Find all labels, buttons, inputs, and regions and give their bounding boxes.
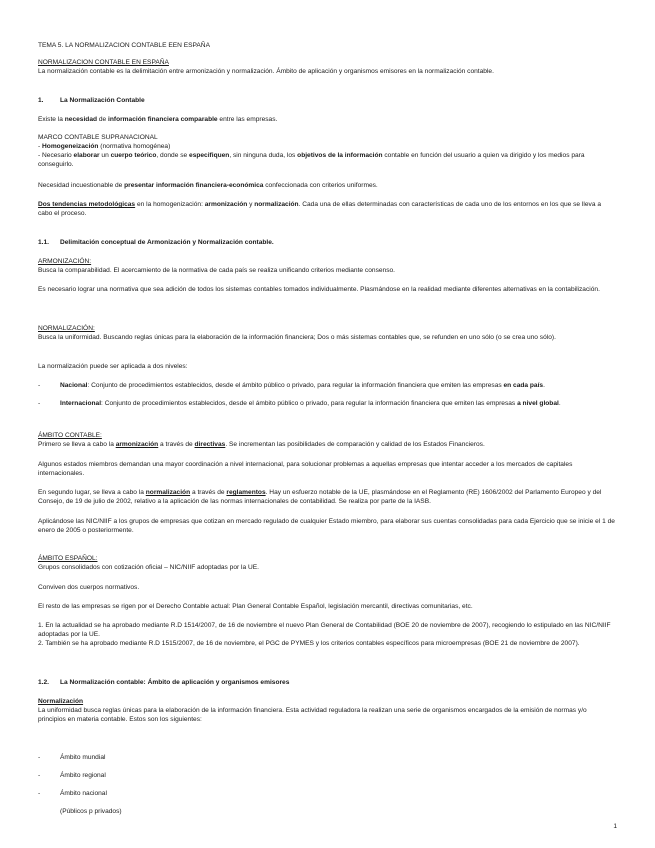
section-1-title: La Normalización Contable: [60, 97, 145, 104]
normalizacion-heading: NORMALIZACIÓN:: [38, 325, 95, 332]
list-note: (Públicos p privados): [60, 808, 122, 815]
list-item: - Nacional: Conjunto de procedimientos establecidos, desde el ámbito público o privado, para regular la información financiera que emiten las empresas en cada país.: [38, 382, 545, 389]
ambito-espanol-heading: ÁMBITO ESPAÑOL:: [38, 555, 98, 562]
ambito-espanol-paragraph-3: El resto de las empresas se rigen por el Derecho Contable actual: Plan General Contable Español, legislación mercantil, directivas comunitarias, etc.: [38, 603, 473, 610]
section-1-2-heading: [38, 678, 616, 687]
marco-heading: MARCO CONTABLE SUPRANACIONAL: [38, 134, 158, 141]
list-item: - Ámbito nacional: [38, 790, 107, 797]
ambito-espanol-paragraph-4: 1. En la actualidad se ha aprobado mediante R.D 1514/2007, de 16 de noviembre el nuevo Plan General de Contabilidad (BOE 20 de noviembre de 2007), recogiendo lo estipulado en las NIC/NIIF adoptadas por la UE.: [38, 622, 611, 638]
armonizacion-heading: ARMONIZACIÓN:: [38, 258, 92, 265]
marco-paragraph-3: Dos tendencias metodológicas en la homogenización: armonización y normalización. Cada una de ellas determinadas con características de cada uno de los entornos en los que se lleva a cabo el proceso.: [38, 201, 601, 217]
ambito-contable-paragraph-4: Aplicándose las NIC/NIIF a los grupos de empresas que cotizan en mercado regulado de cualquier Estado miembro, para elaborar sus cuentas consolidadas para cada Ejercicio que se inicie el 1 de enero de 2005 o posteriormente.: [38, 518, 615, 534]
marco-line-1: - Homogeneización (normativa homogénea): [38, 143, 171, 150]
section-1-number: 1.: [38, 97, 44, 104]
armonizacion-paragraph-1: Busca la comparabilidad. El acercamiento de la normativa de cada país se realiza unificando criterios mediante consenso.: [38, 267, 395, 274]
ambito-espanol-paragraph-2: Conviven dos cuerpos normativos.: [38, 584, 140, 591]
intro-text: La normalización contable es la delimitación entre armonización y normalización. Ámbito de aplicación y organismos emisores en la normalización contable.: [38, 68, 494, 75]
intro-heading: NORMALIZACION CONTABLE EN ESPAÑA: [38, 59, 169, 66]
document-page: [38, 38, 616, 815]
normalizacion-paragraph-1: Busca la uniformidad. Buscando reglas únicas para la elaboración de la información financiera; Dos o más sistemas contables que, se refunden en uno sólo (o se crea uno sólo).: [38, 334, 556, 341]
list-item: - Ámbito mundial: [38, 754, 106, 761]
ambito-espanol-paragraph-1: Grupos consolidados con cotización oficial – NIC/NIIF adoptadas por la UE.: [38, 564, 260, 571]
normalizacion-2-heading: Normalización: [38, 698, 84, 705]
normalizacion-paragraph-2: La normalización puede ser aplicada a dos niveles:: [38, 363, 188, 370]
marco-paragraph-2: Necesidad incuestionable de presentar información financiera-económica confeccionada con criterios uniformes.: [38, 182, 378, 189]
page-number: 1: [613, 823, 617, 830]
section-1-1-title: Delimitación conceptual de Armonización y Normalización contable.: [60, 239, 274, 246]
ambito-contable-paragraph-1: Primero se lleva a cabo la armonización a través de directivas. Se incrementan las posibilidades de comparación y calidad de los Estados Financieros.: [38, 441, 485, 448]
ambito-contable-paragraph-2: Algunos estados miembros demandan una mayor coordinación a nivel internacional, para solucionar problemas a aquellas empresas que intentar acceder a los mercados de capitales internacionales.: [38, 461, 573, 477]
normalizacion-2-paragraph: La uniformidad busca reglas únicas para la elaboración de la información financiera. Esta actividad reguladora la realizan una serie de organismos encargados de la emisión de normas y/o principios en materia contable. Estos son los siguientes:: [38, 707, 587, 723]
section-1-heading: [38, 96, 616, 105]
ambito-contable-paragraph-3: En segundo lugar, se lleva a cabo la normalización a través de reglamentos. Hay un esfuerzo notable de la UE, plasmándose en el Reglamento (RE) 1606/2002 del Parlamento Europeo y del Consejo, de 19 de julio de 2002, relativo a la aplicación de las normas internacionales de contabilidad. Se realiza por parte de la IASB.: [38, 489, 602, 505]
section-1-1-heading: [38, 238, 616, 247]
section-1-2-title: La Normalización contable: Ámbito de aplicación y organismos emisores: [60, 679, 290, 686]
list-item: - Ámbito regional: [38, 772, 106, 779]
section-1-paragraph: Existe la necesidad de información financiera comparable entre las empresas.: [38, 116, 278, 123]
marco-line-2: - Necesario elaborar un cuerpo teórico, donde se especifiquen, sin ninguna duda, los objetivos de la información contable en función del usuario a quien va dirigido y los medios para conseguirlo.: [38, 152, 585, 168]
armonizacion-paragraph-2: Es necesario lograr una normativa que sea adición de todos los sistemas contables tomados individualmente. Plasmándose en la realidad mediante diferentes alternativas en la contabilización.: [38, 286, 600, 293]
ambito-contable-heading: ÁMBITO CONTABLE:: [38, 432, 102, 439]
section-1-2-number: 1.2.: [38, 679, 49, 686]
document-title: TEMA 5. LA NORMALIZACION CONTABLE EEN ESPAÑA: [38, 42, 210, 49]
section-1-1-number: 1.1.: [38, 239, 49, 246]
list-item: - Internacional: Conjunto de procedimientos establecidos, desde el ámbito público o privado, para regular la información financiera que emiten las empresas a nivel global.: [38, 400, 561, 407]
ambito-espanol-paragraph-5: 2. También se ha aprobado mediante R.D 1515/2007, de 16 de noviembre, el PGC de PYMES y los criterios contables específicos para microempresas (BOE 21 de noviembre de 2007).: [38, 640, 580, 647]
